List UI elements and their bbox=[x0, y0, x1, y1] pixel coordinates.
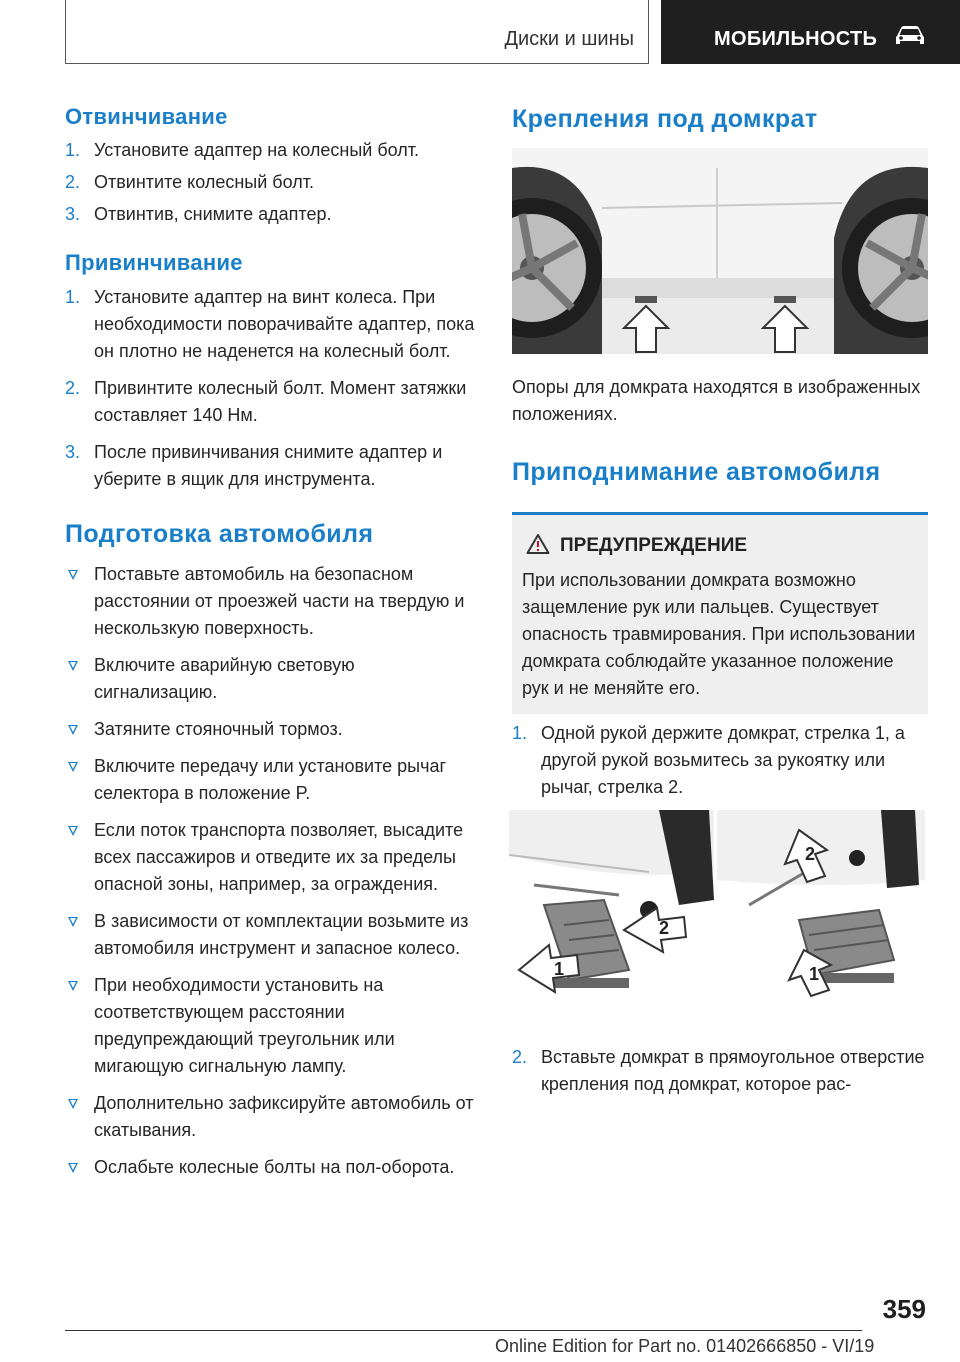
header-section-box bbox=[65, 0, 649, 64]
figure-label: 1 bbox=[809, 964, 820, 984]
list-item: Ослабьте колесные болты на пол-оборота. bbox=[65, 1154, 480, 1181]
section-title-prep: Подготовка автомобиля bbox=[65, 520, 374, 548]
warning-box bbox=[512, 512, 928, 714]
bullet-triangle-icon bbox=[68, 981, 78, 991]
bullet-triangle-icon bbox=[68, 1163, 78, 1173]
header-chapter-tab[interactable] bbox=[661, 0, 960, 64]
header-section-title: Диски и шины bbox=[504, 28, 634, 50]
list-item: Дополнительно зафиксируйте автомобиль от скатывания. bbox=[65, 1090, 480, 1144]
footer-divider bbox=[65, 1330, 862, 1331]
warning-title: ПРЕДУПРЕЖДЕНИЕ bbox=[522, 533, 918, 559]
jack-usage-illustration bbox=[509, 810, 925, 1006]
prep-list bbox=[65, 561, 480, 1181]
footer-edition: Online Edition for Part no. 01402666850 - VI/19 bbox=[495, 1336, 875, 1356]
list-item: 1. Одной рукой держите домкрат, стрелка 1, а другой рукой возьмитесь за рукоятку или рычаг, стрелка 2. bbox=[512, 723, 905, 797]
list-item: Если поток транспорта позволяет, высадите всех пассажиров и отведите их за пределы опасной зоны, например, за ограждения. bbox=[65, 817, 480, 898]
list-item: В зависимости от комплектации возьмите из автомобиля инструмент и запасное колесо. bbox=[65, 908, 480, 962]
figure-label: 1 bbox=[554, 959, 565, 979]
figure-label: 2 bbox=[659, 918, 670, 938]
list-item: 2. Вставьте домкрат в прямоугольное отверстие крепления под домкрат, которое рас- bbox=[512, 1047, 925, 1094]
page-number: 359 bbox=[882, 1294, 926, 1324]
lifting-step-1 bbox=[512, 720, 930, 801]
list-item: При необходимости установить на соответствующем расстоянии предупреждающий треугольник или мигающую сигнальную лампу. bbox=[65, 972, 480, 1080]
left-column bbox=[65, 100, 480, 1181]
list-item: 2. Отвинтите колесный болт. bbox=[65, 172, 314, 192]
header-chapter-title: МОБИЛЬНОСТЬ bbox=[714, 28, 878, 50]
jack-points-caption: Опоры для домкрата находятся в изображенных положениях. bbox=[512, 377, 921, 424]
section-title-screw: Привинчивание bbox=[65, 250, 243, 275]
unscrew-steps bbox=[65, 137, 480, 228]
list-item: 1. Установите адаптер на винт колеса. При необходимости поворачивайте адаптер, пока он плотно не наденется на колесный болт. bbox=[65, 287, 475, 361]
list-item: 1. Установите адаптер на колесный болт. bbox=[65, 140, 420, 160]
warning-text: При использовании домкрата возможно защемление рук или пальцев. Существует опасность травмирования. При использовании домкрата соблюдайте указанное положение рук и не меняйте его. bbox=[522, 570, 916, 698]
list-item: 2. Привинтите колесный болт. Момент затяжки составляет 140 Нм. bbox=[65, 378, 467, 425]
list-item: Включите аварийную световую сигнализацию. bbox=[65, 652, 480, 706]
screw-steps bbox=[65, 284, 480, 493]
list-item: Поставьте автомобиль на безопасном расстоянии от проезжей части на твердую и нескользкую поверхность. bbox=[65, 561, 480, 642]
jack-points-illustration bbox=[512, 148, 928, 354]
section-title-lifting: Приподнимание автомобиля bbox=[512, 458, 881, 486]
list-item: 3. После привинчивания снимите адаптер и уберите в ящик для инструмента. bbox=[65, 442, 443, 489]
list-item: 3. Отвинтив, снимите адаптер. bbox=[65, 204, 332, 224]
bullet-triangle-icon bbox=[68, 725, 78, 735]
bullet-triangle-icon bbox=[68, 826, 78, 836]
bullet-triangle-icon bbox=[68, 917, 78, 927]
section-title-jack-points: Крепления под домкрат bbox=[512, 105, 818, 133]
right-column bbox=[512, 100, 930, 491]
bullet-triangle-icon bbox=[68, 661, 78, 671]
car-icon bbox=[893, 24, 927, 48]
section-title-unscrew: Отвинчивание bbox=[65, 104, 228, 129]
lifting-step-2 bbox=[512, 1044, 930, 1098]
list-item: Затяните стояночный тормоз. bbox=[65, 716, 480, 743]
bullet-triangle-icon bbox=[68, 1099, 78, 1109]
list-item: Включите передачу или установите рычаг селектора в положение P. bbox=[65, 753, 480, 807]
warning-triangle-icon bbox=[526, 533, 550, 555]
figure-label: 2 bbox=[805, 844, 816, 864]
bullet-triangle-icon bbox=[68, 762, 78, 772]
bullet-triangle-icon bbox=[68, 570, 78, 580]
